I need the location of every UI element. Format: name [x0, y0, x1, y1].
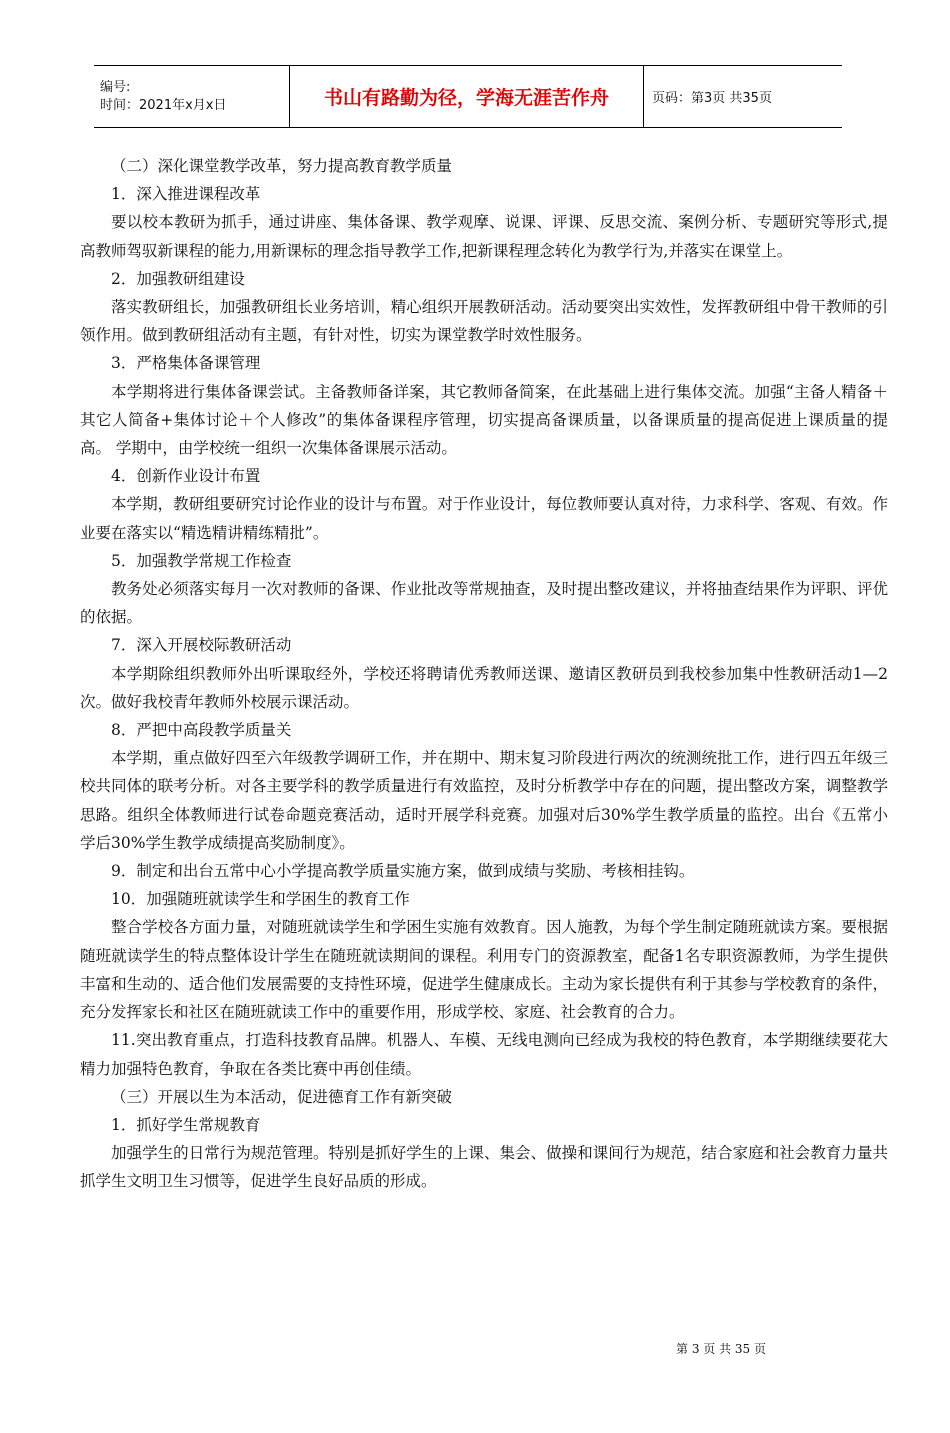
item-heading: 3．严格集体备课管理	[111, 354, 261, 373]
paragraph: 加强学生的日常行为规范管理。特别是抓好学生的上课、集会、做操和课间行为规范，结合家庭和社会教育力量共抓学生文明卫生习惯等，促进学生良好品质的形成。	[80, 1144, 888, 1191]
paragraph: 整合学校各方面力量，对随班就读学生和学困生实施有效教育。因人施教，为每个学生制定随班就读方案。要根据随班就读学生的特点整体设计学生在随班就读期间的课程。利用专门的资源教室，配备1名专职资源教师，为学生提供丰富和生动的、适合他们发展需要的支持性环境，促进学生健康成长。主动为家长提供有利于其参与学校教育的条件，充分发挥家长和社区在随班就读工作中的重要作用，形成学校、家庭、社会教育的合力。	[80, 918, 888, 1022]
paragraph: 11.突出教育重点，打造科技教育品牌。机器人、车模、无线电测向已经成为我校的特色教育，本学期继续要花大精力加强特色教育，争取在各类比赛中再创佳绩。	[80, 1031, 888, 1078]
item-heading: 7．深入开展校际教研活动	[111, 636, 292, 655]
document-body	[80, 152, 888, 1196]
paragraph: 本学期，教研组要研究讨论作业的设计与布置。对于作业设计，每位教师要认真对待，力求科学、客观、有效。作业要在落实以“精选精讲精练精批”。	[80, 495, 888, 542]
paragraph: 教务处必须落实每月一次对教师的备课、作业批改等常规抽查，及时提出整改建议，并将抽查结果作为评职、评优的依据。	[80, 580, 888, 627]
page-header	[94, 65, 842, 128]
paragraph: 落实教研组长，加强教研组长业务培训，精心组织开展教研活动。活动要突出实效性，发挥教研组中骨干教师的引领作用。做到教研组活动有主题，有针对性，切实为课堂教学时效性服务。	[80, 298, 888, 345]
section-heading: （二）深化课堂教学改革，努力提高教育教学质量	[111, 157, 453, 175]
footer-page-number: 第 3 页 共 35 页	[676, 1342, 766, 1356]
time-label: 时间：2021年x月x日	[100, 97, 227, 113]
item-heading: 4．创新作业设计布置	[111, 467, 261, 486]
item-heading: 2．加强教研组建设	[111, 269, 245, 288]
number-label: 编号:	[100, 79, 131, 95]
paragraph: 本学期将进行集体备课尝试。主备教师备详案，其它教师备简案，在此基础上进行集体交流。加强“主备人精备＋其它人简备+集体讨论＋个人修改”的集体备课程序管理，切实提高备课质量，以备课质量的提高促进上课质量的提高。 学期中，由学校统一组织一次集体备课展示活动。	[80, 382, 888, 458]
item-heading: 10．加强随班就读学生和学困生的教育工作	[111, 890, 410, 909]
item-heading: 8．严把中高段教学质量关	[111, 721, 292, 740]
paragraph: 本学期除组织教师外出听课取经外，学校还将聘请优秀教师送课、邀请区教研员到我校参加集中性教研活动1—2次。做好我校青年教师外校展示课活动。	[80, 664, 888, 711]
item-heading: 1．抓好学生常规教育	[111, 1115, 261, 1134]
paragraph: 要以校本教研为抓手，通过讲座、集体备课、教学观摩、说课、评课、反思交流、案例分析、专题研究等形式,提高教师驾驭新课程的能力,用新课标的理念指导教学工作,把新课程理念转化为教学行为,并落实在课堂上。	[80, 213, 888, 260]
section-heading: （三）开展以生为本活动，促进德育工作有新突破	[111, 1087, 453, 1106]
header-meta	[94, 66, 290, 128]
header-motto: 书山有路勤为径，学海无涯苦作舟	[290, 66, 644, 128]
item-heading: 5．加强教学常规工作检查	[111, 551, 292, 570]
item-heading: 1．深入推进课程改革	[111, 185, 261, 204]
paragraph: 本学期，重点做好四至六年级教学调研工作，并在期中、期末复习阶段进行两次的统测统批工作，进行四五年级三校共同体的联考分析。对各主要学科的教学质量进行有效监控，及时分析教学中存在的问题，提出整改方案，调整教学思路。组织全体教师进行试卷命题竞赛活动，适时开展学科竞赛。加强对后30%学生教学质量的监控。出台《五常小学后30%学生教学成绩提高奖励制度》。	[80, 749, 888, 852]
item-heading: 9．制定和出台五常中心小学提高教学质量实施方案，做到成绩与奖励、考核相挂钩。	[111, 862, 695, 881]
header-page-info: 页码：第3页 共35页	[644, 66, 843, 128]
